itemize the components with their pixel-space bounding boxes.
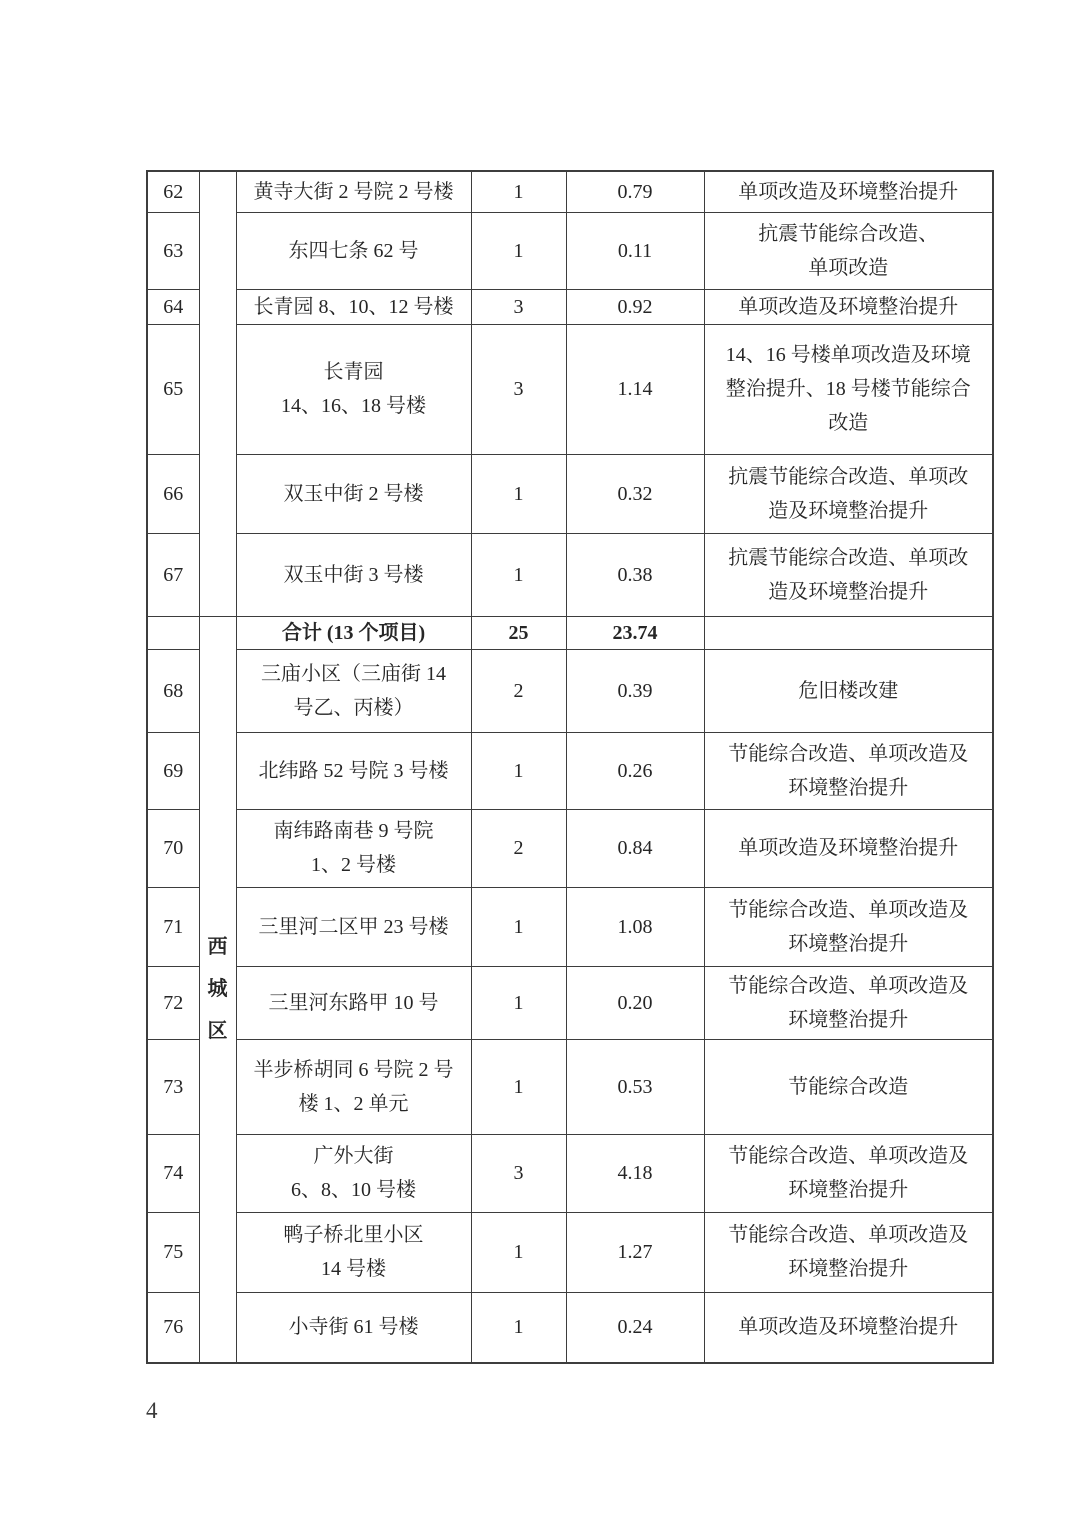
area-cell: 1.14 (566, 324, 704, 454)
renovation-content-cell (704, 616, 993, 649)
building-count-cell: 1 (471, 1292, 566, 1363)
row-number-cell: 64 (147, 289, 199, 324)
renovation-content-cell: 单项改造及环境整治提升 (704, 1292, 993, 1363)
table-row (147, 454, 993, 533)
table-row (147, 966, 993, 1039)
table-row (147, 324, 993, 454)
building-count-cell: 1 (471, 212, 566, 289)
row-number-cell: 69 (147, 732, 199, 809)
renovation-content-cell: 单项改造及环境整治提升 (704, 171, 993, 212)
building-count-cell: 1 (471, 966, 566, 1039)
building-name-cell: 三里河东路甲 10 号 (236, 966, 471, 1039)
renovation-content-cell: 节能综合改造、单项改造及 环境整治提升 (704, 732, 993, 809)
district-cell-xicheng (199, 616, 236, 1363)
row-number-cell: 74 (147, 1134, 199, 1212)
row-number-cell: 66 (147, 454, 199, 533)
building-name-cell: 南纬路南巷 9 号院 1、2 号楼 (236, 809, 471, 887)
renovation-content-cell: 抗震节能综合改造、单项改 造及环境整治提升 (704, 454, 993, 533)
building-count-cell: 1 (471, 1212, 566, 1292)
area-cell: 23.74 (566, 616, 704, 649)
building-count-cell: 2 (471, 649, 566, 732)
building-count-cell: 1 (471, 533, 566, 616)
building-name-cell: 鸭子桥北里小区 14 号楼 (236, 1212, 471, 1292)
row-number-cell: 67 (147, 533, 199, 616)
renovation-content-cell: 单项改造及环境整治提升 (704, 809, 993, 887)
renovation-content-cell: 节能综合改造、单项改造及 环境整治提升 (704, 887, 993, 966)
building-name-cell: 双玉中街 3 号楼 (236, 533, 471, 616)
table-row (147, 1212, 993, 1292)
area-cell: 1.27 (566, 1212, 704, 1292)
table-row (147, 1039, 993, 1134)
district-cell-upper (199, 171, 236, 616)
building-count-cell: 1 (471, 454, 566, 533)
building-name-cell: 广外大街 6、8、10 号楼 (236, 1134, 471, 1212)
building-name-cell: 双玉中街 2 号楼 (236, 454, 471, 533)
row-number-cell: 76 (147, 1292, 199, 1363)
row-number-cell: 63 (147, 212, 199, 289)
building-count-cell: 25 (471, 616, 566, 649)
table-row (147, 732, 993, 809)
subtotal-label-cell: 合计 (13 个项目) (236, 616, 471, 649)
area-cell: 0.20 (566, 966, 704, 1039)
row-number-cell: 68 (147, 649, 199, 732)
district-label-vertical: 西城区 (207, 936, 228, 1043)
building-count-cell: 1 (471, 887, 566, 966)
building-name-cell: 长青园 8、10、12 号楼 (236, 289, 471, 324)
renovation-projects-table (146, 170, 994, 1364)
area-cell: 0.79 (566, 171, 704, 212)
table-row (147, 212, 993, 289)
building-count-cell: 1 (471, 1039, 566, 1134)
table-row (147, 533, 993, 616)
area-cell: 0.32 (566, 454, 704, 533)
area-cell: 0.11 (566, 212, 704, 289)
row-number-cell: 72 (147, 966, 199, 1039)
renovation-content-cell: 节能综合改造、单项改造及 环境整治提升 (704, 1212, 993, 1292)
renovation-content-cell: 抗震节能综合改造、单项改 造及环境整治提升 (704, 533, 993, 616)
subtotal-row (147, 616, 993, 649)
area-cell: 0.38 (566, 533, 704, 616)
renovation-content-cell: 节能综合改造 (704, 1039, 993, 1134)
page-number: 4 (146, 1398, 158, 1423)
area-cell: 4.18 (566, 1134, 704, 1212)
building-name-cell: 北纬路 52 号院 3 号楼 (236, 732, 471, 809)
renovation-content-cell: 14、16 号楼单项改造及环境 整治提升、18 号楼节能综合 改造 (704, 324, 993, 454)
building-name-cell: 三里河二区甲 23 号楼 (236, 887, 471, 966)
row-number-cell: 70 (147, 809, 199, 887)
building-name-cell: 小寺街 61 号楼 (236, 1292, 471, 1363)
building-name-cell: 东四七条 62 号 (236, 212, 471, 289)
renovation-content-cell: 危旧楼改建 (704, 649, 993, 732)
row-number-cell: 75 (147, 1212, 199, 1292)
building-count-cell: 1 (471, 732, 566, 809)
building-count-cell: 3 (471, 324, 566, 454)
row-number-cell: 71 (147, 887, 199, 966)
building-name-cell: 半步桥胡同 6 号院 2 号 楼 1、2 单元 (236, 1039, 471, 1134)
table-row (147, 289, 993, 324)
area-cell: 0.26 (566, 732, 704, 809)
building-name-cell: 黄寺大街 2 号院 2 号楼 (236, 171, 471, 212)
renovation-content-cell: 节能综合改造、单项改造及 环境整治提升 (704, 1134, 993, 1212)
table-row (147, 809, 993, 887)
area-cell: 0.92 (566, 289, 704, 324)
table-row (147, 1292, 993, 1363)
table-row (147, 887, 993, 966)
row-number-cell: 73 (147, 1039, 199, 1134)
area-cell: 1.08 (566, 887, 704, 966)
table-row (147, 649, 993, 732)
building-count-cell: 1 (471, 171, 566, 212)
row-number-cell (147, 616, 199, 649)
building-count-cell: 2 (471, 809, 566, 887)
building-name-cell: 三庙小区（三庙街 14 号乙、丙楼） (236, 649, 471, 732)
area-cell: 0.24 (566, 1292, 704, 1363)
renovation-content-cell: 单项改造及环境整治提升 (704, 289, 993, 324)
area-cell: 0.84 (566, 809, 704, 887)
table-row (147, 171, 993, 212)
building-name-cell: 长青园 14、16、18 号楼 (236, 324, 471, 454)
area-cell: 0.39 (566, 649, 704, 732)
building-count-cell: 3 (471, 289, 566, 324)
area-cell: 0.53 (566, 1039, 704, 1134)
renovation-content-cell: 节能综合改造、单项改造及 环境整治提升 (704, 966, 993, 1039)
renovation-content-cell: 抗震节能综合改造、 单项改造 (704, 212, 993, 289)
row-number-cell: 65 (147, 324, 199, 454)
building-count-cell: 3 (471, 1134, 566, 1212)
table-row (147, 1134, 993, 1212)
row-number-cell: 62 (147, 171, 199, 212)
